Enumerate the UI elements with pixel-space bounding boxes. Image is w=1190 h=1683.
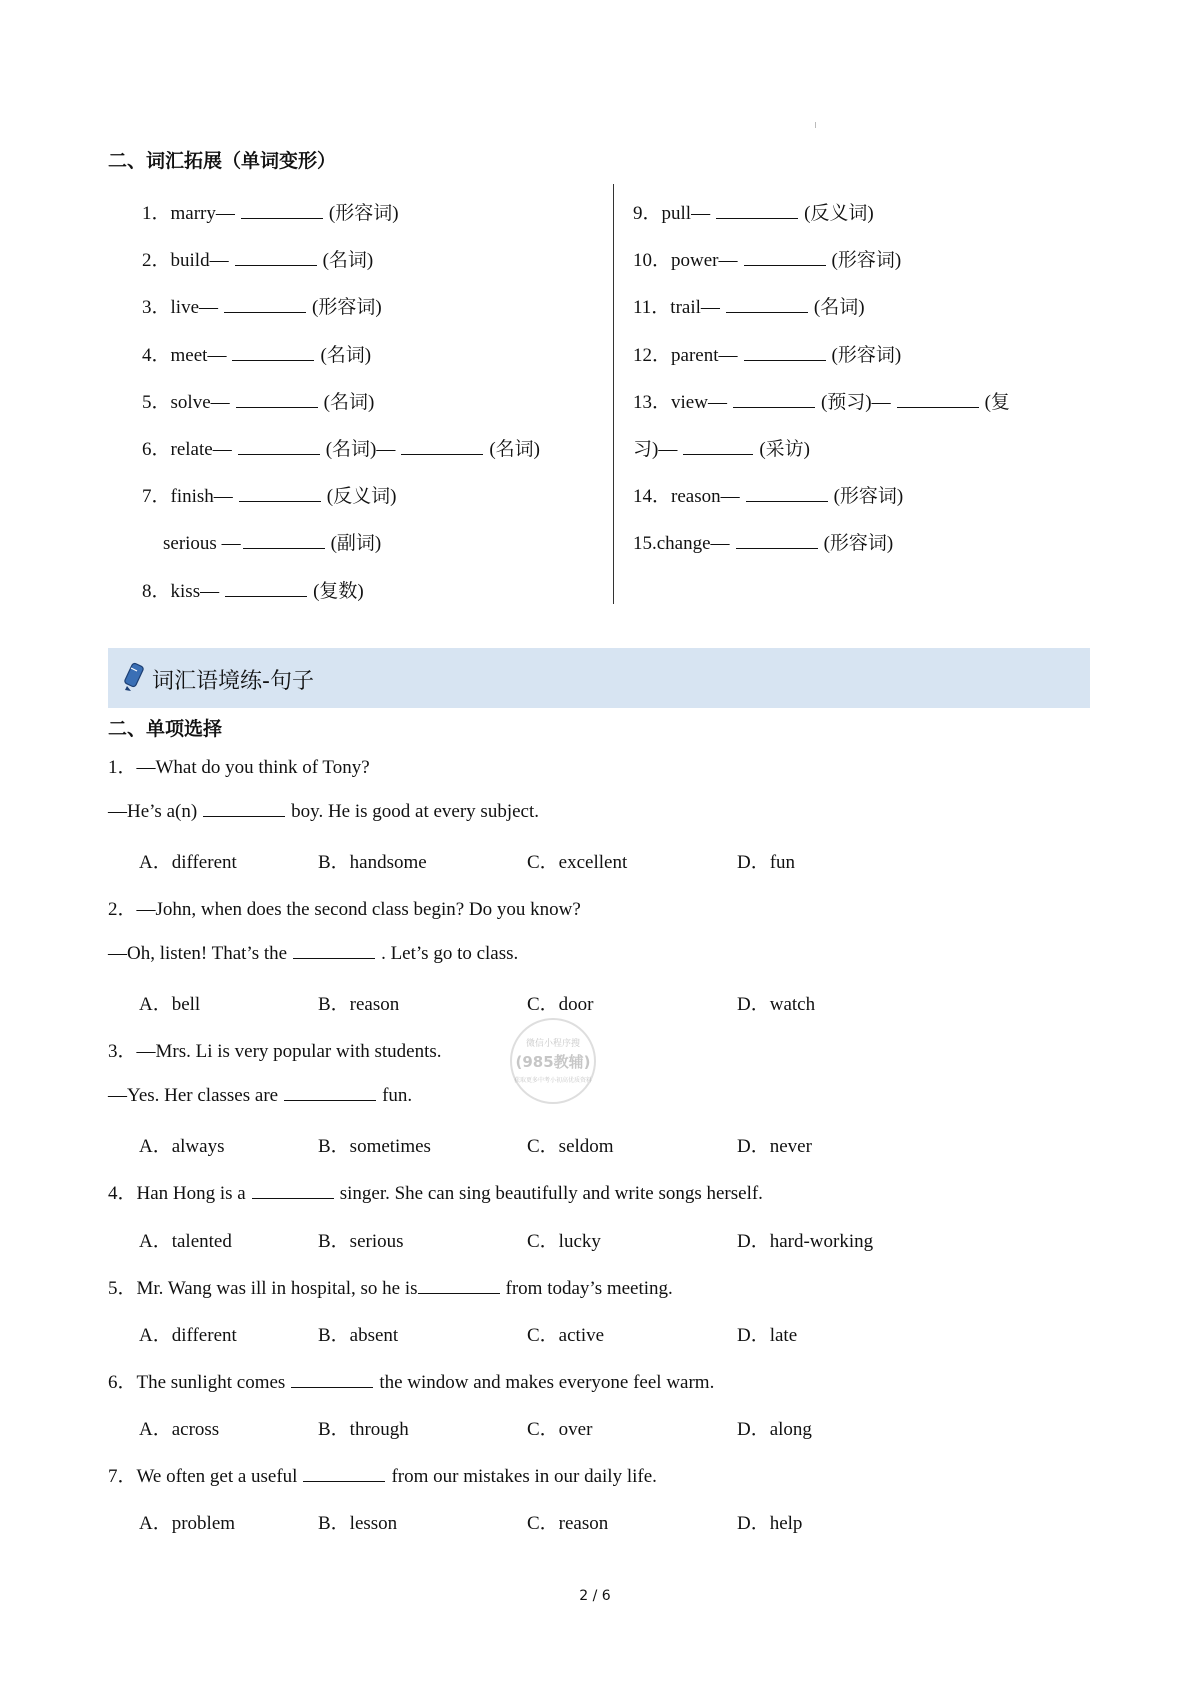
- option-c[interactable]: C．active: [527, 1325, 605, 1346]
- answer-blank[interactable]: [225, 580, 307, 597]
- option-c[interactable]: C．door: [527, 994, 594, 1015]
- answer-blank[interactable]: [897, 391, 979, 408]
- answer-blank[interactable]: [224, 296, 306, 313]
- option-a[interactable]: A．different: [139, 852, 237, 873]
- vocab-item: 13．view— (预习)— (复: [633, 392, 1010, 413]
- question-line: —Oh, listen! That’s the . Let’s go to class.: [108, 943, 519, 964]
- vocab-item: 12．parent— (形容词): [633, 345, 902, 366]
- answer-blank[interactable]: [716, 202, 798, 219]
- watermark-stamp: 微信小程序搜 (985教辅) 获取更多中考小初高优质资料: [510, 1018, 596, 1104]
- answer-blank[interactable]: [736, 532, 818, 549]
- answer-blank[interactable]: [238, 438, 320, 455]
- option-d[interactable]: D．along: [737, 1419, 812, 1440]
- question-stem: 6．The sunlight comes the window and makes everyone feel warm.: [108, 1372, 715, 1393]
- option-d[interactable]: D．never: [737, 1136, 812, 1157]
- question-stem: 5．Mr. Wang was ill in hospital, so he is from today’s meeting.: [108, 1278, 673, 1299]
- vocab-item: 习)— (采访): [633, 439, 810, 460]
- answer-blank[interactable]: [243, 532, 325, 549]
- answer-blank[interactable]: [683, 438, 753, 455]
- answer-blank[interactable]: [303, 1465, 385, 1482]
- vocab-item: 7．finish— (反义词): [142, 486, 397, 507]
- option-b[interactable]: B．serious: [318, 1231, 404, 1252]
- option-a[interactable]: A．different: [139, 1325, 237, 1346]
- vocab-item: 4．meet— (名词): [142, 345, 372, 366]
- answer-blank[interactable]: [284, 1084, 376, 1101]
- option-b[interactable]: B．absent: [318, 1325, 399, 1346]
- answer-blank[interactable]: [726, 296, 808, 313]
- option-c[interactable]: C．reason: [527, 1513, 609, 1534]
- answer-blank[interactable]: [418, 1277, 500, 1294]
- question-stem: 7．We often get a useful from our mistakes in our daily life.: [108, 1466, 657, 1487]
- answer-blank[interactable]: [733, 391, 815, 408]
- question-stem: 2．—John, when does the second class begin? Do you know?: [108, 899, 581, 920]
- answer-blank[interactable]: [239, 485, 321, 502]
- answer-blank[interactable]: [291, 1371, 373, 1388]
- option-c[interactable]: C．lucky: [527, 1231, 601, 1252]
- option-d[interactable]: D．fun: [737, 852, 796, 873]
- vocab-item: 11．trail— (名词): [633, 297, 865, 318]
- option-d[interactable]: D．late: [737, 1325, 798, 1346]
- vocab-item: 15.change— (形容词): [633, 533, 894, 554]
- option-a[interactable]: A．always: [139, 1136, 225, 1157]
- answer-blank[interactable]: [232, 344, 314, 361]
- option-c[interactable]: C．seldom: [527, 1136, 614, 1157]
- vocab-item: serious — (副词): [163, 533, 382, 554]
- option-b[interactable]: B．reason: [318, 994, 400, 1015]
- answer-blank[interactable]: [293, 942, 375, 959]
- vocab-item: 8．kiss— (复数): [142, 581, 364, 602]
- question-stem: 1．—What do you think of Tony?: [108, 757, 370, 778]
- vocab-item: 3．live— (形容词): [142, 297, 382, 318]
- vocab-item: 5．solve— (名词): [142, 392, 375, 413]
- option-b[interactable]: B．lesson: [318, 1513, 398, 1534]
- option-b[interactable]: B．handsome: [318, 852, 427, 873]
- option-d[interactable]: D．watch: [737, 994, 816, 1015]
- question-stem: 3．—Mrs. Li is very popular with students.: [108, 1041, 442, 1062]
- answer-blank[interactable]: [746, 485, 828, 502]
- question-line: —He’s a(n) boy. He is good at every subject.: [108, 801, 539, 822]
- option-a[interactable]: A．bell: [139, 994, 201, 1015]
- answer-blank[interactable]: [203, 800, 285, 817]
- answer-blank[interactable]: [252, 1182, 334, 1199]
- vocab-item: 2．build— (名词): [142, 250, 374, 271]
- option-c[interactable]: C．excellent: [527, 852, 628, 873]
- answer-blank[interactable]: [236, 391, 318, 408]
- vocab-item: 14．reason— (形容词): [633, 486, 904, 507]
- option-d[interactable]: D．help: [737, 1513, 803, 1534]
- banner-title: 词汇语境练-句子: [152, 669, 314, 694]
- option-b[interactable]: B．through: [318, 1419, 409, 1440]
- section-title: 二、词汇拓展（单词变形）: [108, 150, 337, 172]
- answer-blank[interactable]: [241, 202, 323, 219]
- option-a[interactable]: A．problem: [139, 1513, 236, 1534]
- question-line: —Yes. Her classes are fun.: [108, 1085, 413, 1106]
- pencil-icon: [122, 662, 146, 692]
- vocab-item: 1．marry— (形容词): [142, 203, 399, 224]
- option-b[interactable]: B．sometimes: [318, 1136, 431, 1157]
- column-divider: [613, 184, 614, 604]
- vocab-item: 10．power— (形容词): [633, 250, 902, 271]
- vocab-item: 9．pull— (反义词): [633, 203, 874, 224]
- answer-blank[interactable]: [744, 249, 826, 266]
- page-number: 2 / 6: [579, 1588, 611, 1604]
- option-a[interactable]: A．across: [139, 1419, 220, 1440]
- option-c[interactable]: C．over: [527, 1419, 593, 1440]
- option-d[interactable]: D．hard-working: [737, 1231, 874, 1252]
- page-mark: [815, 122, 816, 128]
- vocab-item: 6．relate— (名词)— (名词): [142, 439, 541, 460]
- question-stem: 4．Han Hong is a singer. She can sing beautifully and write songs herself.: [108, 1183, 763, 1204]
- option-a[interactable]: A．talented: [139, 1231, 232, 1252]
- answer-blank[interactable]: [744, 344, 826, 361]
- answer-blank[interactable]: [235, 249, 317, 266]
- answer-blank[interactable]: [401, 438, 483, 455]
- section-title: 二、单项选择: [108, 718, 223, 740]
